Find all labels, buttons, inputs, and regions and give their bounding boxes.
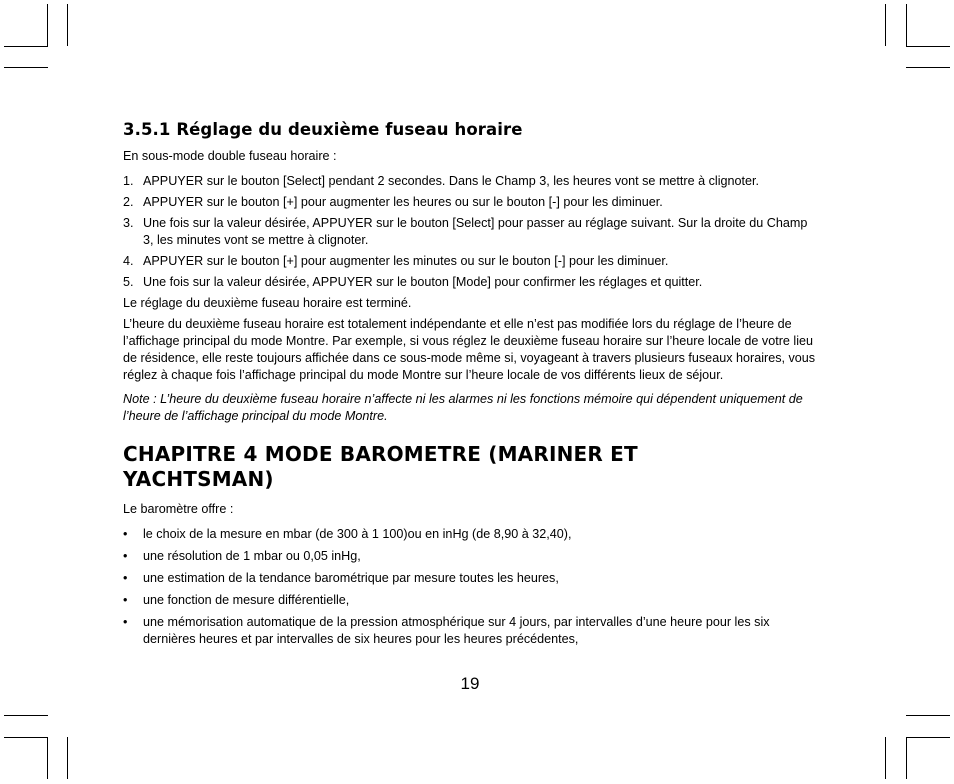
step-item — [123, 253, 819, 270]
feature-text: une résolution de 1 mbar ou 0,05 inHg, — [143, 549, 361, 563]
step-item — [123, 194, 819, 211]
feature-text: le choix de la mesure en mbar (de 300 à 1 100)ou en inHg (de 8,90 à 32,40), — [143, 527, 572, 541]
completion-text: Le réglage du deuxième fuseau horaire est terminé. — [123, 296, 412, 310]
chapter-intro: Le baromètre offre : — [123, 502, 234, 516]
step-number: 4. — [123, 254, 134, 268]
crop-mark — [885, 4, 886, 46]
crop-mark — [67, 4, 68, 46]
feature-text: une mémorisation automatique de la pression atmosphérique sur 4 jours, par intervalles d’une heure pour les six dernières heures et par intervalles de six heures pour les heures précédentes, — [143, 615, 770, 646]
bullet-icon: • — [123, 571, 128, 585]
step-number: 3. — [123, 216, 134, 230]
feature-item — [123, 548, 819, 565]
features-list — [123, 526, 819, 648]
feature-item — [123, 570, 819, 587]
step-number: 2. — [123, 195, 134, 209]
bullet-icon: • — [123, 549, 128, 563]
page-content — [123, 120, 819, 653]
step-item — [123, 215, 819, 249]
steps-list — [123, 173, 819, 291]
crop-mark — [4, 715, 48, 716]
step-text: APPUYER sur le bouton [+] pour augmenter les minutes ou sur le bouton [-] pour les diminuer. — [143, 254, 669, 268]
crop-mark — [885, 737, 886, 779]
crop-mark — [47, 4, 48, 46]
crop-mark — [906, 4, 907, 46]
page-number: 19 — [460, 674, 480, 693]
note-paragraph: Note : L’heure du deuxième fuseau horaire n’affecte ni les alarmes ni les fonctions mémoire qui dépendent uniquement de l’heure de l’affichage principal du mode Montre. — [123, 392, 803, 423]
crop-mark — [906, 715, 950, 716]
crop-mark — [4, 67, 48, 68]
feature-text: une estimation de la tendance barométrique par mesure toutes les heures, — [143, 571, 559, 585]
crop-mark — [47, 737, 48, 779]
step-item — [123, 274, 819, 291]
body-paragraph: L’heure du deuxième fuseau horaire est totalement indépendante et elle n’est pas modifiée lors du réglage de l’heure de l’affichage principal du mode Montre. Par exemple, si vous réglez le deuxième fuseau horaire sur l’heure locale de votre lieu de résidence, elle reste toujours affichée dans ce sous-mode même si, voyageant à travers plusieurs fuseaux horaires, vous réglez à chaque fois l’affichage principal du mode Montre sur l’heure locale de vos différents lieux de séjour. — [123, 317, 816, 382]
feature-item — [123, 526, 819, 543]
crop-mark — [906, 737, 907, 779]
step-item — [123, 173, 819, 190]
crop-mark — [906, 737, 950, 738]
crop-mark — [67, 737, 68, 779]
step-text: Une fois sur la valeur désirée, APPUYER sur le bouton [Mode] pour confirmer les réglages et quitter. — [143, 275, 703, 289]
crop-mark — [906, 46, 950, 47]
step-number: 1. — [123, 174, 134, 188]
bullet-icon: • — [123, 593, 128, 607]
step-text: APPUYER sur le bouton [Select] pendant 2 secondes. Dans le Champ 3, les heures vont se mettre à clignoter. — [143, 174, 760, 188]
step-text: APPUYER sur le bouton [+] pour augmenter les heures ou sur le bouton [-] pour les diminuer. — [143, 195, 663, 209]
crop-mark — [906, 67, 950, 68]
bullet-icon: • — [123, 527, 128, 541]
feature-item — [123, 592, 819, 609]
crop-mark — [4, 46, 48, 47]
chapter-title: CHAPITRE 4 MODE BAROMETRE (MARINER ET YACHTSMAN) — [123, 442, 638, 491]
bullet-icon: • — [123, 615, 128, 629]
step-text: Une fois sur la valeur désirée, APPUYER sur le bouton [Select] pour passer au réglage suivant. Sur la droite du Champ 3, les minutes vont se mettre à clignoter. — [143, 216, 808, 247]
section-intro: En sous-mode double fuseau horaire : — [123, 149, 337, 163]
section-title: 3.5.1 Réglage du deuxième fuseau horaire — [123, 120, 523, 139]
step-number: 5. — [123, 275, 134, 289]
feature-text: une fonction de mesure différentielle, — [143, 593, 350, 607]
feature-item — [123, 614, 819, 648]
crop-mark — [4, 737, 48, 738]
